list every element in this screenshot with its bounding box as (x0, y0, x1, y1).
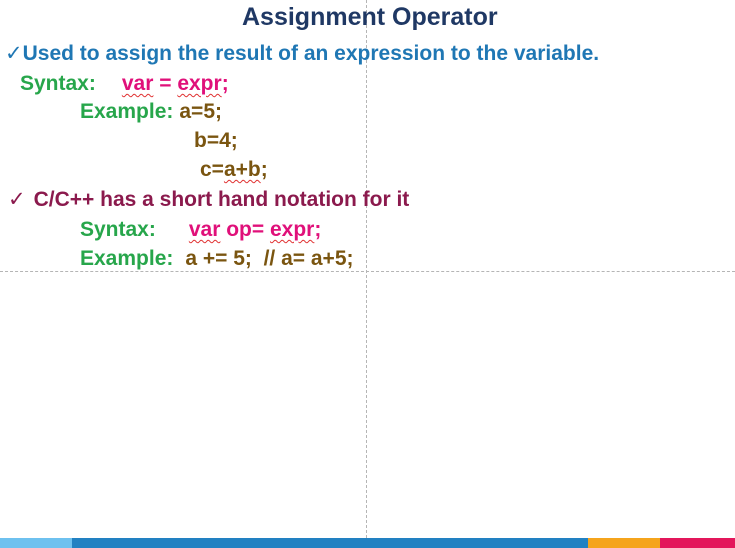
syntax2-semicolon: ; (314, 218, 322, 241)
syntax-var: var (121, 72, 154, 95)
example-code-c-sum: a+b (223, 158, 261, 181)
syntax-label: Syntax: (20, 72, 96, 95)
syntax2-var: var (188, 218, 221, 241)
bullet-assign-description (5, 43, 599, 64)
bullet-shorthand-text: C/C++ has a short hand notation for it (33, 188, 410, 211)
example-code-b: b=4; (194, 129, 238, 152)
syntax2-op: op= (220, 218, 270, 241)
example-code-c-assign: c= (200, 158, 224, 181)
syntax-expr: expr (177, 72, 222, 95)
syntax2-expr: expr (269, 218, 315, 241)
example-line-1 (80, 101, 222, 122)
checkmark-icon: ✓ (8, 188, 26, 211)
bottom-bar-light-blue (0, 538, 72, 548)
checkmark-icon: ✓ (5, 42, 23, 65)
bottom-bar-pink (660, 538, 735, 548)
example2-code: a += 5; // a= a+5; (185, 247, 354, 270)
example-line-2 (80, 248, 354, 269)
bottom-bar-orange (588, 538, 660, 548)
syntax2-label: Syntax: (80, 218, 156, 241)
bullet-shorthand (8, 189, 409, 210)
horizontal-guide-line (0, 271, 735, 272)
example-code-c-semi: ; (260, 158, 268, 181)
bottom-bar-blue (72, 538, 588, 548)
vertical-guide-line (366, 0, 367, 548)
bullet-assign-text: Used to assign the result of an expression to the variable. (22, 42, 600, 65)
syntax-line-2 (80, 219, 321, 240)
example-code-c (200, 159, 268, 180)
syntax-semicolon: ; (221, 72, 229, 95)
example-label: Example: (80, 100, 174, 123)
syntax-line-1 (20, 73, 229, 94)
syntax-equals: = (153, 72, 178, 95)
example-code-a: a=5; (179, 100, 222, 123)
example2-label: Example: (80, 247, 174, 270)
slide-title: Assignment Operator (242, 3, 498, 31)
